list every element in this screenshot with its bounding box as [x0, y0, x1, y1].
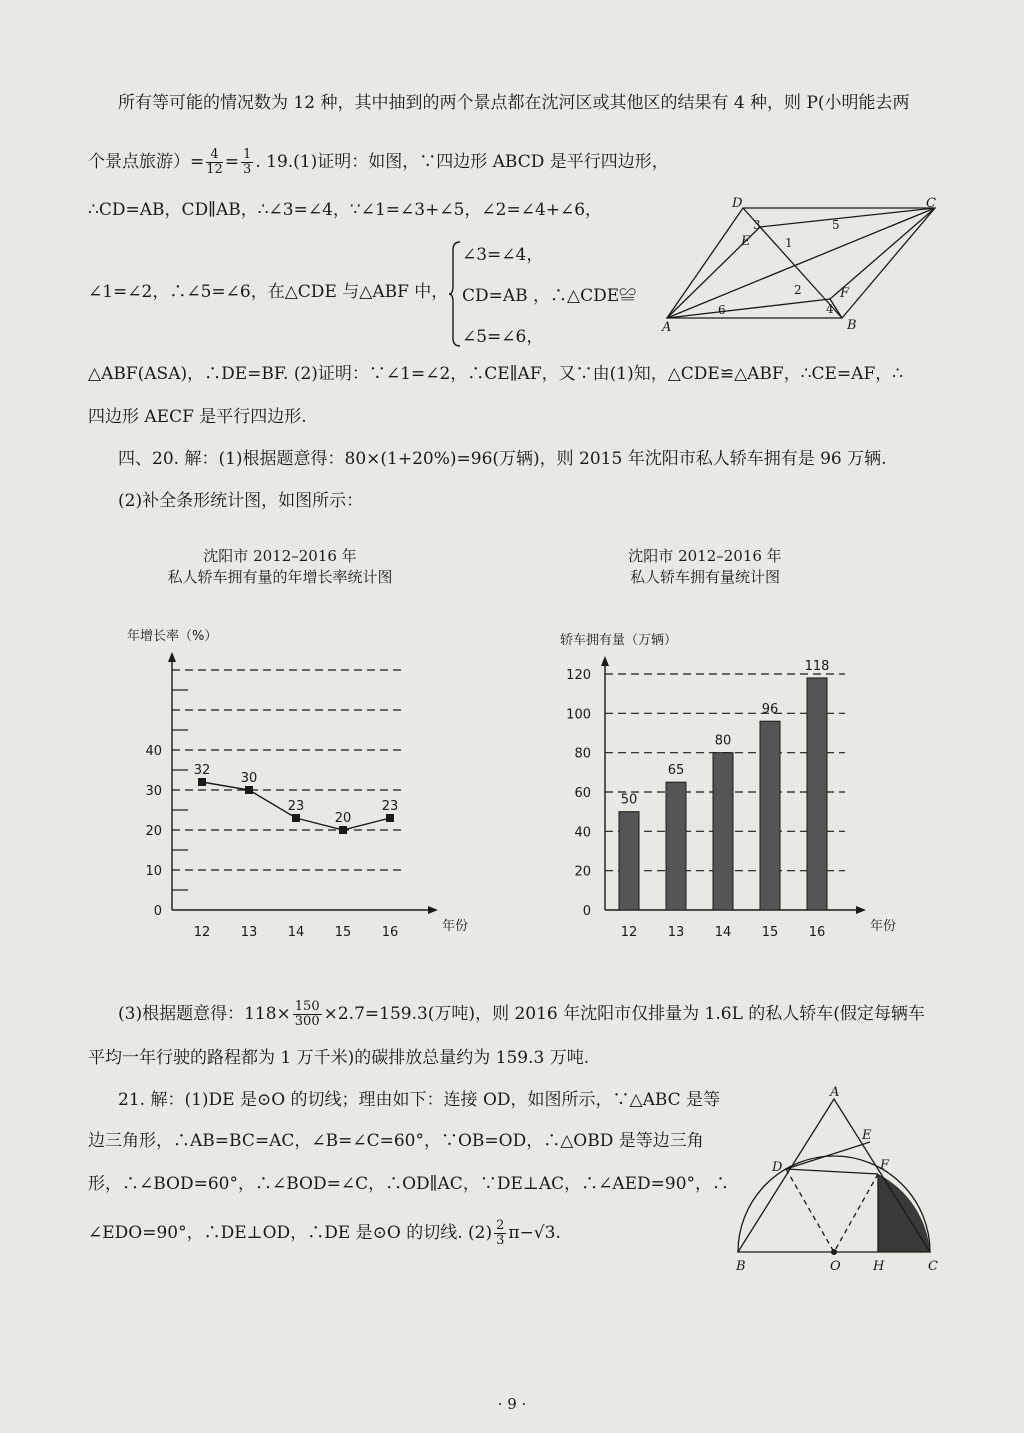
data-label: 23 — [287, 799, 305, 814]
text-line-9 — [118, 1000, 925, 1029]
label-b: B — [736, 1259, 746, 1274]
text-line-9a: (3)根据题意得：118× — [118, 1004, 291, 1024]
x-axis-label: 年份 — [442, 919, 469, 934]
y-tick-label: 20 — [145, 824, 162, 839]
x-tick-label: 16 — [381, 925, 399, 940]
angle-1-label: 1 — [785, 236, 793, 250]
y-tick-label: 10 — [145, 864, 162, 879]
text-line-13: 形，∴∠BOD=60°，∴∠BOD=∠C，∴OD∥AC，∵DE⊥AC，∴∠AED=90°，∴ — [88, 1174, 730, 1194]
y-tick-label: 40 — [574, 825, 591, 841]
text-line-12: 边三角形，∴AB=BC=AC，∠B=∠C=60°，∵OB=OD，∴△OBD 是等边三角 — [88, 1131, 704, 1151]
fraction-denominator: 300 — [294, 1014, 320, 1029]
fraction-numerator: 1 — [243, 147, 252, 162]
fraction-denominator: 12 — [206, 162, 223, 177]
left-brace-icon — [448, 240, 462, 348]
bar — [713, 753, 733, 910]
center-point-o — [831, 1249, 837, 1255]
text-line-9b: ×2.7=159.3(万吨)，则 2016 年沈阳市仅排量为 1.6L 的私人轿车(假定每辆车 — [323, 1004, 925, 1024]
dashed-od — [786, 1169, 834, 1252]
fraction-2-3 — [494, 1219, 506, 1248]
x-tick-label: 15 — [334, 925, 352, 940]
text-line-8: (2)补全条形统计图，如图所示： — [118, 491, 364, 511]
y-tick-label: 0 — [153, 904, 162, 919]
angle-3-label: 3 — [753, 218, 761, 232]
fraction-numerator: 4 — [206, 148, 223, 163]
segment-ec — [760, 208, 935, 227]
label-d: D — [732, 196, 743, 211]
text-line-6: 四边形 AECF 是平行四边形. — [88, 407, 307, 427]
bar — [619, 812, 639, 910]
page-number: · 9 · — [497, 1395, 527, 1413]
y-tick-label: 120 — [566, 668, 591, 683]
text-line-4: ∠1=∠2，∴∠5=∠6，在△CDE 与△ABF 中， — [88, 282, 449, 302]
label-c: C — [926, 196, 936, 211]
label-f: F — [880, 1158, 890, 1173]
line-chart-title: 沈阳市 2012–2016 年 — [203, 547, 357, 565]
x-tick-label: 16 — [808, 925, 826, 940]
data-label: 23 — [381, 799, 399, 814]
data-label: 118 — [804, 658, 830, 674]
x-tick-label: 15 — [761, 925, 779, 940]
x-tick-label: 13 — [240, 925, 258, 940]
data-point-marker — [292, 814, 300, 822]
label-b: B — [847, 318, 857, 333]
equation-system — [448, 240, 637, 348]
label-d: D — [772, 1160, 783, 1175]
y-tick-label: 40 — [145, 744, 162, 759]
y-axis-label: 轿车拥有量（万辆） — [560, 633, 678, 648]
fraction-denominator: 3 — [243, 162, 252, 177]
text-line-7: 四、20. 解：(1)根据题意得：80×(1+20%)=96(万辆)，则 2015 年沈阳市私人轿车拥有是 96 万辆. — [118, 449, 887, 469]
y-tick-label: 60 — [574, 786, 591, 801]
y-tick-label: 20 — [574, 864, 591, 880]
angle-4-label: 4 — [826, 302, 834, 316]
dashed-of — [834, 1174, 878, 1252]
equation-row-2: CD=AB ，∴△CDE≌ — [462, 286, 637, 306]
equation-row-3: ∠5=∠6， — [462, 327, 544, 347]
data-label: 32 — [193, 763, 211, 778]
data-point-marker — [198, 778, 206, 786]
bar — [760, 721, 780, 910]
text-line-2 — [88, 148, 669, 177]
bar — [666, 782, 686, 910]
x-tick-label: 12 — [193, 925, 211, 940]
label-e: E — [862, 1128, 872, 1143]
label-c: C — [928, 1259, 938, 1274]
label-o: O — [830, 1259, 841, 1274]
x-axis-arrow-icon — [428, 906, 438, 914]
y-axis-arrow-icon — [601, 656, 609, 666]
equation-row-1: ∠3=∠4， — [462, 245, 544, 265]
fraction-numerator: 150 — [294, 999, 320, 1014]
data-label: 80 — [714, 733, 732, 749]
text-line-2b: . 19.(1)证明：如图，∵四边形 ABCD 是平行四边形， — [255, 152, 669, 172]
x-tick-label: 13 — [667, 925, 685, 940]
fraction-150-300 — [293, 1000, 322, 1029]
y-tick-label: 80 — [574, 746, 591, 762]
data-label: 20 — [334, 811, 352, 826]
label-f: F — [840, 286, 850, 301]
segment-df — [786, 1169, 878, 1174]
fraction-4-12 — [206, 148, 223, 177]
x-axis-arrow-icon — [856, 906, 866, 914]
bar — [807, 678, 827, 910]
label-a: A — [662, 320, 672, 335]
data-point-marker — [245, 786, 253, 794]
line-chart-subtitle: 私人轿车拥有量的年增长率统计图 — [167, 568, 393, 586]
y-tick-label: 0 — [582, 904, 591, 919]
diagonal-ac — [667, 208, 935, 318]
x-axis-label: 年份 — [870, 919, 897, 934]
text-line-14a: ∠EDO=90°，∴DE⊥OD，∴DE 是⊙O 的切线. (2) — [88, 1223, 493, 1243]
parallelogram-figure — [650, 195, 950, 335]
text-line-3: ∴CD=AB，CD∥AB，∴∠3=∠4，∵∠1=∠3+∠5，∠2=∠4+∠6， — [88, 200, 603, 220]
angle-2-label: 2 — [794, 283, 802, 297]
data-point-marker — [339, 826, 347, 834]
equals-sign: = — [224, 152, 240, 172]
bar-chart — [545, 610, 897, 950]
x-tick-label: 12 — [620, 925, 638, 940]
fraction-numerator: 2 — [496, 1218, 505, 1233]
text-line-5: △ABF(ASA)，∴DE=BF. (2)证明：∵∠1=∠2，∴CE∥AF，又∵由(1)知，△CDE≌△ABF，∴CE=AF，∴ — [88, 364, 904, 384]
y-axis-arrow-icon — [168, 652, 176, 662]
angle-6-label: 6 — [718, 303, 726, 317]
triangle-semicircle-figure — [730, 1085, 950, 1280]
y-tick-label: 100 — [566, 707, 591, 723]
x-tick-label: 14 — [714, 925, 732, 940]
text-line-10: 平均一年行驶的路程都为 1 万千米)的碳排放总量约为 159.3 万吨. — [88, 1048, 590, 1068]
data-label: 30 — [240, 771, 258, 786]
y-axis-label: 年增长率（%） — [127, 629, 218, 644]
label-h: H — [873, 1259, 885, 1274]
bar-chart-subtitle: 私人轿车拥有量统计图 — [629, 568, 780, 586]
angle-5-label: 5 — [832, 218, 840, 232]
x-tick-label: 14 — [287, 925, 305, 940]
text-line-1: 所有等可能的情况数为 12 种，其中抽到的两个景点都在沈河区或其他区的结果有 4 种，则 P(小明能去两 — [118, 93, 910, 113]
line-chart — [125, 610, 469, 950]
text-line-2a: 个景点旅游）= — [88, 152, 205, 172]
label-a: A — [830, 1085, 840, 1100]
data-label: 65 — [667, 763, 685, 779]
label-e: E — [741, 234, 751, 249]
y-tick-label: 30 — [145, 784, 162, 799]
fraction-1-3 — [241, 148, 253, 177]
text-line-14 — [88, 1219, 561, 1248]
fraction-denominator: 3 — [496, 1233, 505, 1248]
data-point-marker — [386, 814, 394, 822]
bar-chart-title: 沈阳市 2012–2016 年 — [628, 547, 782, 565]
data-label: 50 — [620, 792, 638, 808]
text-line-14b: π−√3. — [508, 1223, 561, 1243]
data-label: 96 — [761, 702, 779, 718]
text-line-11: 21. 解：(1)DE 是⊙O 的切线；理由如下：连接 OD，如图所示，∵△ABC 是等 — [118, 1090, 721, 1110]
